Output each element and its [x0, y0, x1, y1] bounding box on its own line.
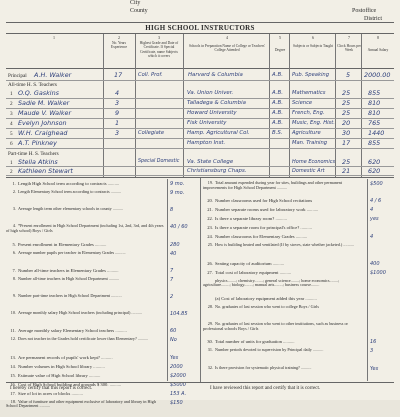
stat-text: Average number pupils per teacher in Elementary Grades .......... [18, 250, 126, 255]
part-time-college: Va. State College [187, 159, 234, 165]
stat-text: Number periods devoted to supervision by Principal daily .......... [215, 348, 324, 353]
row-divider [6, 138, 394, 139]
stat-number: 1. [12, 181, 16, 186]
stat-text: Length High School term according to contracts .......... [18, 181, 120, 186]
stat-number: 24. [207, 234, 213, 240]
stats-center-divider [200, 178, 201, 382]
principal-label: Principal [8, 73, 27, 79]
teacher-name: Evelyn Johnson [18, 119, 67, 127]
stat-number: 10. [10, 311, 16, 316]
stat-text: Average monthly salary Elementary School teachers .......... [18, 328, 127, 334]
part-time-name: Stella Atkins [18, 158, 58, 166]
stat-item [203, 366, 361, 383]
teacher-hours: 25 [342, 99, 351, 107]
stat-text: Cost of High School building and grounds $ 300. .......... [18, 381, 122, 387]
stat-item [203, 243, 361, 260]
stat-item [203, 261, 361, 270]
stat-number: 3. [12, 207, 16, 212]
stat-value: 153 A. [170, 390, 187, 397]
col-5-num: 5 [279, 35, 281, 40]
teacher-college: Talladega & Columbia [187, 100, 246, 106]
teacher-name: A.T. Pinkney [18, 139, 57, 147]
stat-number: 16. [10, 381, 16, 387]
col-7-num: 7 [348, 35, 350, 40]
stat-value: 4 [370, 207, 374, 214]
teacher-subject: Mathematics [292, 90, 326, 96]
stat-text: Total amount expended during year for sites, buildings and other permanent improvements for High School Department .......... [203, 181, 343, 190]
stat-item [203, 322, 361, 339]
stat-value: 8 [170, 207, 174, 214]
teacher-subject: Agriculture [292, 130, 321, 136]
stat-number: 19. [207, 181, 213, 185]
col-2-num: 2 [118, 35, 120, 40]
col-4-num: 4 [226, 35, 228, 40]
stat-number: 25. [207, 243, 213, 248]
stat-number: 20. [207, 198, 213, 204]
stat-item [203, 234, 361, 243]
stat-value: 9 mo. [170, 181, 185, 187]
principal-name: A.H. Walker [34, 71, 72, 79]
principal-degree: A.B. [272, 72, 283, 78]
stat-value-column-line [367, 179, 368, 381]
stat-text: Average monthly salary High School teachers (including principal) .......... [18, 311, 142, 316]
city-label: City [130, 0, 141, 6]
teacher-degree: A.B. [272, 90, 283, 96]
stat-item [6, 277, 164, 294]
stat-text: How is building heated and ventilated (If by stoves, state whether jacketed.) .......... [215, 243, 354, 248]
col-5-header: Degree [274, 48, 286, 52]
part-time-college: Christiansburg Chaps. [187, 168, 247, 174]
stat-number: 13. [10, 354, 16, 360]
teacher-subject: Music, Eng. Hist. [292, 120, 335, 126]
stat-text: Total number of units for graduation .......... [215, 339, 295, 345]
part-time-row-number: 1 [10, 160, 13, 166]
stat-text: Value of furniture and other equipment exclusive of laboratory and library in High School Department .......... [6, 399, 156, 409]
stat-number: 22. [207, 216, 213, 222]
stat-number: 31. [207, 348, 213, 353]
col-7-header: Clock Hours per Week [337, 44, 361, 53]
part-time-salary: 620 [368, 167, 381, 175]
stat-text: Number volumes in High School library .......... [18, 363, 105, 369]
stat-number: 27. [207, 269, 213, 275]
stat-text: No. graduates of last session who went to college Boys / Girls [215, 304, 319, 309]
stat-number: 5. [12, 241, 16, 247]
stat-value: 4 / 6 [370, 198, 382, 205]
county-label: County [130, 8, 148, 14]
teacher-row-number: 2 [10, 101, 13, 107]
stat-text: Is there a separate library room? .......... [215, 216, 287, 222]
stat-item [6, 181, 164, 190]
stat-number: 23. [207, 225, 213, 231]
teacher-hours: 30 [342, 129, 351, 137]
stat-number: 4. [12, 224, 16, 229]
stat-item [203, 296, 361, 305]
stat-value-column-line [167, 179, 168, 381]
principal-years: 17 [114, 71, 123, 79]
teacher-degree: A.B. [272, 110, 283, 116]
stat-item [203, 279, 361, 296]
stat-item [6, 328, 164, 337]
stat-value: Yes [370, 365, 379, 372]
stat-text: Average length term other elementary schools in county .......... [18, 207, 124, 212]
part-time-salary: 620 [368, 158, 381, 166]
stat-text: Present enrollment in Elementary Grades .......... [18, 241, 107, 247]
stat-item [6, 242, 164, 251]
stat-number: 29. [207, 322, 213, 327]
col-4-header: Schools in Preparation Name of College or Teachers' College Attended [188, 44, 266, 53]
stat-item [6, 268, 164, 277]
teacher-row-number: 5 [10, 131, 13, 137]
stat-value: 16 [370, 339, 377, 346]
stat-text: Size of lot in acres or blocks .......... [18, 390, 83, 396]
stat-number: 17. [10, 390, 16, 396]
part-time-row-number: 2 [10, 169, 13, 175]
col-8-header: Annual Salary [367, 48, 389, 52]
col-2-header: No. Years Experience [110, 41, 128, 50]
teacher-row-number: 1 [10, 91, 13, 97]
stat-item [203, 225, 361, 234]
stat-number: 9. [12, 294, 16, 299]
col-divider [135, 34, 136, 177]
col-divider [361, 34, 362, 177]
district-label: District [364, 16, 382, 22]
col-6-num: 6 [312, 35, 314, 40]
principal-college: Harvard & Columbia [188, 72, 243, 78]
teacher-college: Hampton Inst. [187, 140, 226, 146]
stat-value: $150 [170, 399, 183, 406]
teacher-subject: Man. Training [292, 140, 328, 146]
col-6-header: Subjects or Subjects Taught [293, 44, 333, 48]
stat-item [6, 400, 164, 417]
teacher-years: 9 [115, 109, 120, 117]
teacher-salary: 765 [368, 119, 381, 127]
stat-item [6, 364, 164, 373]
stat-text: Number separate rooms used for laboratory work .......... [215, 207, 319, 213]
stat-number: 6. [12, 250, 16, 255]
stat-text: Are permanent records of pupils' work kept? .......... [18, 354, 113, 360]
stat-item [203, 339, 361, 348]
teacher-years: 1 [115, 119, 120, 127]
stat-value: No [170, 337, 177, 344]
stat-value: $1000 [370, 269, 386, 276]
stat-value: 3 [370, 348, 374, 355]
teacher-subject: Science [292, 100, 313, 106]
teacher-name: Sadie M. Walker [18, 99, 70, 107]
stat-item [6, 311, 164, 328]
teacher-subject: French, Eng. [292, 110, 325, 116]
part-time-subject: Home Economics [292, 159, 336, 165]
stat-item [6, 373, 164, 382]
teacher-degree: A.B. [272, 120, 283, 126]
stat-number: 7. [12, 267, 16, 273]
stat-number: 14. [10, 363, 16, 369]
teacher-degree: A.B. [272, 100, 283, 106]
stat-text: Number part-time teachers in High School Department .......... [18, 294, 122, 299]
part-time-name: Kathleen Stewart [18, 167, 73, 175]
stat-value: 7 [170, 276, 174, 283]
stat-item [203, 305, 361, 322]
teacher-college: Howard University [187, 110, 237, 116]
teacher-row-number: 3 [10, 111, 13, 117]
col-3-num: 3 [158, 35, 160, 40]
col-1-num: 1 [53, 35, 55, 40]
stat-value: 400 [370, 260, 380, 267]
stat-item [203, 270, 361, 279]
stat-number: 26. [207, 260, 213, 266]
stat-item [6, 190, 164, 207]
stat-value: 40 / 60 [170, 224, 188, 231]
part-time-hours: 21 [342, 167, 351, 175]
stat-number: 8. [12, 276, 16, 281]
teacher-hours: 17 [342, 139, 351, 147]
stat-value: 280 [170, 241, 180, 248]
row-divider [6, 148, 394, 149]
stat-text: (a) Cost of laboratory equipment added this year .......... [215, 295, 317, 301]
stat-value: Yes [170, 354, 179, 361]
stat-value: 60 [170, 328, 177, 335]
stat-text: Is there provision for systematic physical training? .......... [215, 365, 312, 370]
stat-text: Number all-time teachers in Elementary Grades .......... [18, 267, 119, 273]
col-divider [269, 34, 270, 177]
col-divider [183, 34, 184, 177]
col-3-header: Highest Grade and Date of Certificate. If Special Certificate, name Subjects which it covers [139, 41, 179, 59]
teacher-row-number: 4 [10, 121, 13, 127]
stat-text: Number classrooms used for High School recitations [215, 198, 313, 204]
stat-item [203, 198, 361, 207]
stat-number: 28. [207, 304, 213, 309]
stat-item [6, 337, 164, 354]
teacher-years: 3 [115, 129, 120, 137]
part-time-certificate: Special Domestic [138, 159, 180, 164]
stat-value: 2 [170, 294, 174, 301]
col-8-num: 8 [377, 35, 379, 40]
stat-item [203, 216, 361, 225]
stat-value: $5000 [170, 381, 186, 388]
stat-number: 18. [10, 399, 16, 404]
stat-number: 30. [207, 339, 213, 345]
stat-item [6, 294, 164, 311]
teacher-college: Hamp. Agricultural Col. [187, 130, 250, 136]
header-divider [6, 22, 394, 23]
stat-text: Number classrooms for Elementary Grades .......... [215, 234, 308, 240]
stat-value: $500 [370, 181, 383, 187]
stat-text: Is there a separate room for principal's office? .......... [215, 225, 312, 231]
teacher-hours: 20 [342, 119, 351, 127]
part-time-hours: 25 [342, 158, 351, 166]
stat-item [6, 224, 164, 241]
principal-certificate: Coll. Prof. [138, 72, 163, 78]
stat-number: 11. [10, 328, 16, 334]
teacher-degree: B.S. [272, 130, 283, 136]
part-time-teachers-label: Part-time H. S. Teachers [8, 151, 59, 157]
stat-item [203, 181, 361, 198]
teacher-name: Maude V. Walker [18, 109, 72, 117]
principal-hours: 5 [346, 71, 351, 79]
teacher-salary: 810 [368, 99, 381, 107]
stat-text: Length Elementary School term according to contracts .......... [18, 190, 122, 195]
postoffice-label: Postoffice [352, 8, 377, 14]
teacher-salary: 810 [368, 109, 381, 117]
section-title: HIGH SCHOOL INSTRUCTORS [145, 24, 255, 32]
teacher-college: Fisk University [187, 120, 227, 126]
stat-value: 104.85 [170, 311, 188, 318]
certification-right: I have reviewed this report and certify that it is correct. [210, 386, 321, 391]
teacher-hours: 25 [342, 109, 351, 117]
col-divider [335, 34, 336, 177]
stat-text: Does not teacher in the Grades hold certificate lower than Elementary? .......... [18, 337, 149, 342]
teacher-salary: 855 [368, 89, 381, 97]
col-divider [289, 34, 290, 177]
all-time-teachers-label: All-time H. S. Teachers [8, 82, 57, 88]
stat-value: yes [370, 216, 379, 223]
stat-item [203, 207, 361, 216]
certification-left: I hereby certify that this report is correct. [10, 386, 93, 391]
teacher-college: Va. Union Univer. [187, 90, 234, 96]
stat-item [6, 251, 164, 268]
stat-number: 2. [12, 190, 16, 195]
stat-item [203, 348, 361, 365]
stat-value: 7 [170, 267, 174, 274]
teacher-salary: 1440 [368, 129, 385, 137]
teacher-name: O.Q. Gaskins [18, 89, 59, 97]
stat-item [6, 207, 164, 224]
stat-text: Total cost of laboratory equipment .......... [215, 269, 292, 275]
stat-number: 15. [10, 372, 16, 378]
stat-number: 32. [207, 365, 213, 370]
stat-text: Number all-time teachers in High School Department .......... [18, 276, 120, 281]
footer-divider [6, 382, 394, 383]
stat-number: 12. [10, 337, 16, 342]
stat-item [6, 391, 164, 400]
stat-value: 4 [370, 234, 374, 241]
stat-text: Estimate value of High School library .......... [18, 372, 101, 378]
stat-value: 2000 [170, 363, 183, 370]
stat-number: 21. [207, 207, 213, 213]
stat-value: 40 [170, 250, 177, 257]
teacher-name: W.H. Craighead [18, 129, 68, 137]
part-time-subject: Domestic Art [292, 168, 325, 174]
teacher-salary: 855 [368, 139, 381, 147]
teacher-years: 4 [115, 89, 120, 97]
teacher-row-number: 6 [10, 141, 13, 147]
teacher-certificate: Collegiate [138, 130, 165, 136]
teacher-years: 3 [115, 99, 120, 107]
row-divider [6, 175, 394, 176]
teacher-hours: 25 [342, 89, 351, 97]
principal-salary: 2000.00 [364, 71, 391, 79]
stat-text: Seating capacity of auditorium .......... [215, 260, 285, 266]
stat-text: No. graduates of last session who went to other institutions, such as business or professional schools Boys / Girls [203, 322, 348, 331]
stat-value: $2000 [170, 372, 186, 379]
col-divider [103, 34, 104, 177]
stat-text: *Present enrollment in High School Department (including 1st, 2nd, 3rd, and 4th years of high school) Boys / Girls [6, 224, 164, 233]
stat-value: 9 mo. [170, 190, 185, 197]
stat-text: physics........; chemistry........; general science........; home economics........; agriculture........; biology........; manual arts........; business course........ [203, 278, 340, 288]
principal-subjects: Pub. Speaking [292, 72, 329, 78]
stat-item [6, 355, 164, 364]
